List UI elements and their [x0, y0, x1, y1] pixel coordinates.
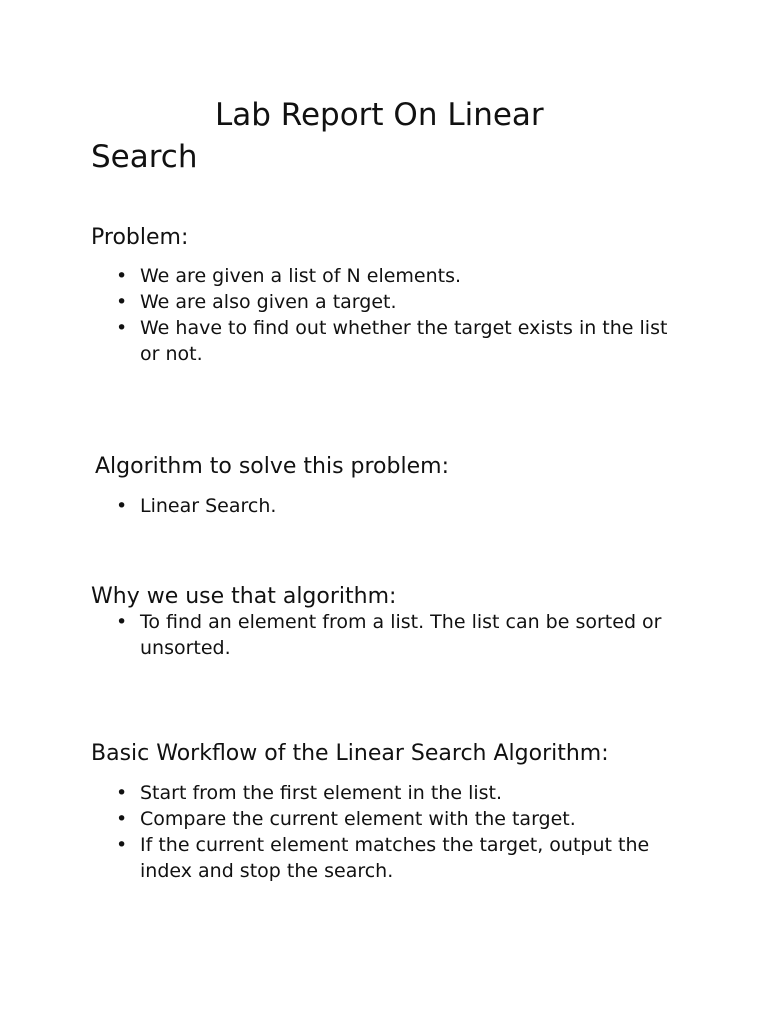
algorithm-heading: Algorithm to solve this problem:: [95, 454, 449, 479]
why-list: [140, 609, 700, 661]
workflow-list: [140, 780, 700, 884]
list-item: • If the current element matches the target, output the index and stop the search.: [140, 832, 660, 884]
list-item: • Linear Search.: [140, 493, 700, 519]
list-item: • To find an element from a list. The list can be sorted or unsorted.: [140, 609, 680, 661]
list-item: • We have to find out whether the target exists in the list or not.: [140, 315, 670, 367]
workflow-heading: Basic Workflow of the Linear Search Algorithm:: [91, 741, 609, 766]
list-item: • Compare the current element with the target.: [140, 806, 700, 832]
document-title: Lab Report On Linear Search: [91, 97, 544, 175]
list-item: • We are also given a target.: [140, 289, 700, 315]
problem-list: [140, 263, 700, 367]
list-item: • We are given a list of N elements.: [140, 263, 700, 289]
why-heading: Why we use that algorithm:: [91, 584, 397, 609]
list-item: • Start from the first element in the list.: [140, 780, 700, 806]
algorithm-list: [140, 493, 700, 519]
problem-heading: Problem:: [91, 225, 189, 250]
